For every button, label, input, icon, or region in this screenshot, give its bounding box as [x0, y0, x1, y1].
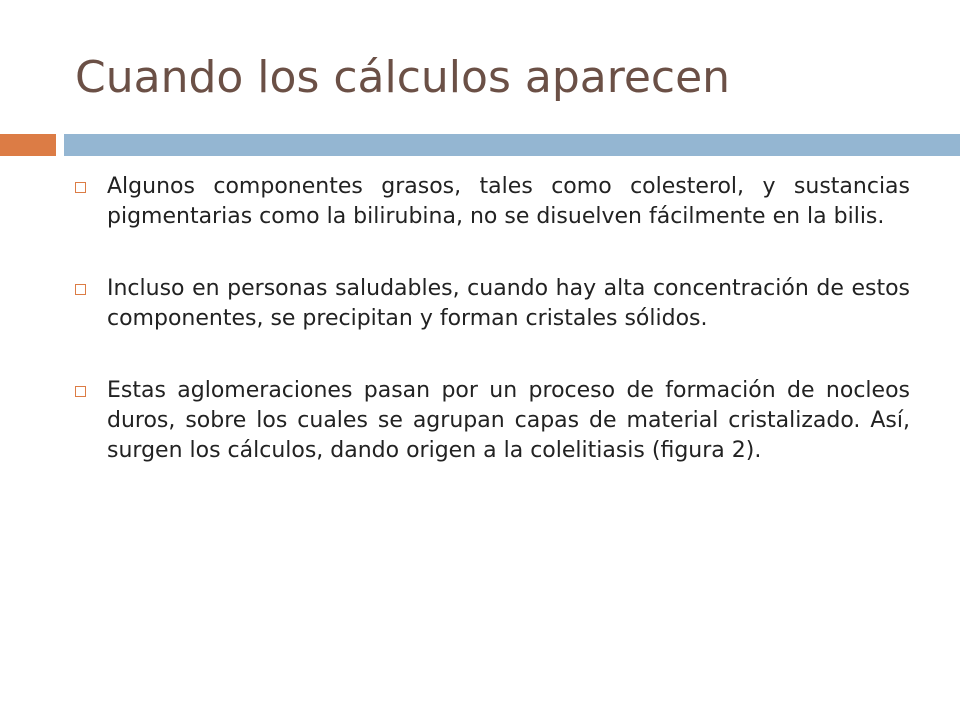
square-outline-bullet-icon — [75, 284, 86, 295]
title-accent-bar — [0, 134, 56, 156]
bullet-text: Estas aglomeraciones pasan por un proceso de formación de nocleos duros, sobre los cuales se agrupan capas de material cristalizado. Así, surgen los cálculos, dando origen a la colelitiasis (figura 2). — [107, 378, 910, 463]
bullet-item — [75, 376, 910, 466]
bullet-item — [75, 274, 910, 334]
square-outline-bullet-icon — [75, 386, 86, 397]
slide-title: Cuando los cálculos aparecen — [75, 52, 731, 103]
square-outline-bullet-icon — [75, 182, 86, 193]
title-divider-bar — [64, 134, 960, 156]
bullet-text: Algunos componentes grasos, tales como colesterol, y sustancias pigmentarias como la bilirubina, no se disuelven fácilmente en la bilis. — [107, 174, 910, 229]
bullet-item — [75, 172, 910, 232]
bullet-text: Incluso en personas saludables, cuando hay alta concentración de estos componentes, se precipitan y forman cristales sólidos. — [107, 276, 910, 331]
bullet-list — [75, 172, 910, 508]
